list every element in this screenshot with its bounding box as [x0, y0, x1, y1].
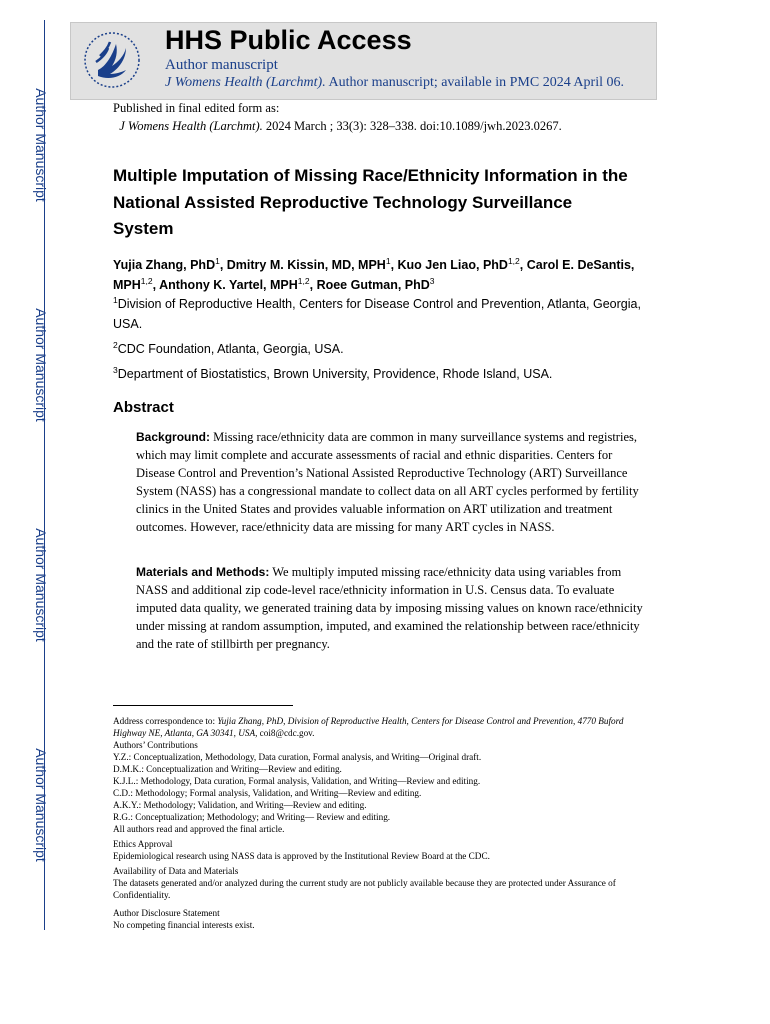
abstract-heading: Abstract: [113, 399, 174, 416]
contribution-line: K.J.L.: Methodology, Data curation, Formal analysis, Validation, and Writing—Review and editing.: [113, 776, 481, 786]
author: Anthony K. Yartel, MPH$^{1,2}$,: [159, 275, 317, 292]
contributions-heading: Authors’ Contributions: [113, 740, 198, 750]
author: Yujia Zhang, PhD$^1$,: [113, 255, 227, 272]
author-manuscript-watermark: Author Manuscript: [33, 308, 50, 422]
header-text: [165, 24, 624, 92]
ethics-heading: Ethics Approval: [113, 839, 173, 849]
availability-text: The datasets generated and/or analyzed during the current study are not publicly available because they are protected under Assurance of Confidentiality.: [113, 878, 616, 900]
abstract-background: Background: Missing race/ethnicity data are common in many surveillance systems and registries, which may limit complete and accurate assessments of racial and ethnic disparities. Centers for Disease Control and Prevention’s National Assisted Reproductive Technology (ART) Surveillance System (NASS) has a congressional mandate to collect data on all ART cycles performed by fertility clinics in the United States and provides valuable information on ART utilization and treatment outcomes. However, race/ethnicity data are missing for many ART cycles in NASS.: [136, 430, 639, 534]
manuscript-type: Author manuscript: [165, 57, 278, 73]
article-title: Multiple Imputation of Missing Race/Ethnicity Information in the National Assisted Reproductive Technology Surveillance System: [113, 166, 628, 238]
contribution-line: All authors read and approved the final article.: [113, 824, 285, 834]
contribution-line: D.M.K.: Conceptualization and Writing—Review and editing.: [113, 764, 342, 774]
contribution-line: R.G.: Conceptualization; Methodology; and Writing— Review and editing.: [113, 812, 391, 822]
disclosure-heading: Author Disclosure Statement: [113, 908, 220, 918]
affiliation: $^2$CDC Foundation, Atlanta, Georgia, USA.: [113, 339, 344, 356]
availability-heading: Availability of Data and Materials: [113, 866, 239, 876]
author: Carol E. DeSantis, MPH$^{1,2}$,: [113, 258, 635, 292]
contribution-line: A.K.Y.: Methodology; Validation, and Writing—Review and editing.: [113, 800, 367, 810]
author: Dmitry M. Kissin, MD, MPH$^1$,: [226, 255, 398, 272]
abstract-methods: Materials and Methods: We multiply imputed missing race/ethnicity data using variables from NASS and additional zip code-level race/ethnicity information in U.S. Census data. To evaluate imputed data quality, we generated training data by imposing missing values on known race/ethnicity under missing at random assumption, imputed, and examined the relationship between race/ethnicity and the rate of stillbirth per pregnancy.: [136, 565, 643, 651]
author-manuscript-watermark: Author Manuscript: [33, 748, 50, 862]
affiliation: $^1$Division of Reproductive Health, Centers for Disease Control and Prevention, Atlanta, Georgia, USA.: [113, 294, 641, 331]
author: Kuo Jen Liao, PhD$^{1,2}$,: [397, 255, 527, 272]
journal-availability: J Womens Health (Larchmt). Author manuscript; available in PMC 2024 April 06.: [165, 75, 624, 90]
author: Roee Gutman, PhD$^3$: [316, 275, 435, 292]
footnote-divider: [113, 705, 293, 706]
author-manuscript-watermark: Author Manuscript: [33, 528, 50, 642]
correspondence-address: Address correspondence to: Yujia Zhang, PhD, Division of Reproductive Health, Centers for Disease Control and Prevention, 4770 Buford Highway NE, Atlanta, GA 30341, USA, coi8@cdc.gov.: [113, 716, 624, 738]
affiliation: $^3$Department of Biostatistics, Brown University, Providence, Rhode Island, USA.: [113, 364, 553, 381]
author-manuscript-watermark: Author Manuscript: [33, 88, 50, 202]
hhs-eagle-logo-icon: [76, 26, 148, 94]
author-list: [113, 255, 653, 295]
contribution-line: C.D.: Methodology; Formal analysis, Validation, and Writing—Review and editing.: [113, 788, 422, 798]
published-info: Published in final edited form as: J Womens Health (Larchmt). 2024 March ; 33(3): 328–338. doi:10.1089/jwh.2023.0267.: [113, 101, 562, 133]
ethics-text: Epidemiological research using NASS data is approved by the Institutional Review Board at the CDC.: [113, 851, 490, 861]
contribution-line: Y.Z.: Conceptualization, Methodology, Data curation, Formal analysis, and Writing—Original draft.: [113, 752, 482, 762]
page-title: HHS Public Access: [165, 25, 412, 55]
disclosure-text: No competing financial interests exist.: [113, 920, 255, 930]
